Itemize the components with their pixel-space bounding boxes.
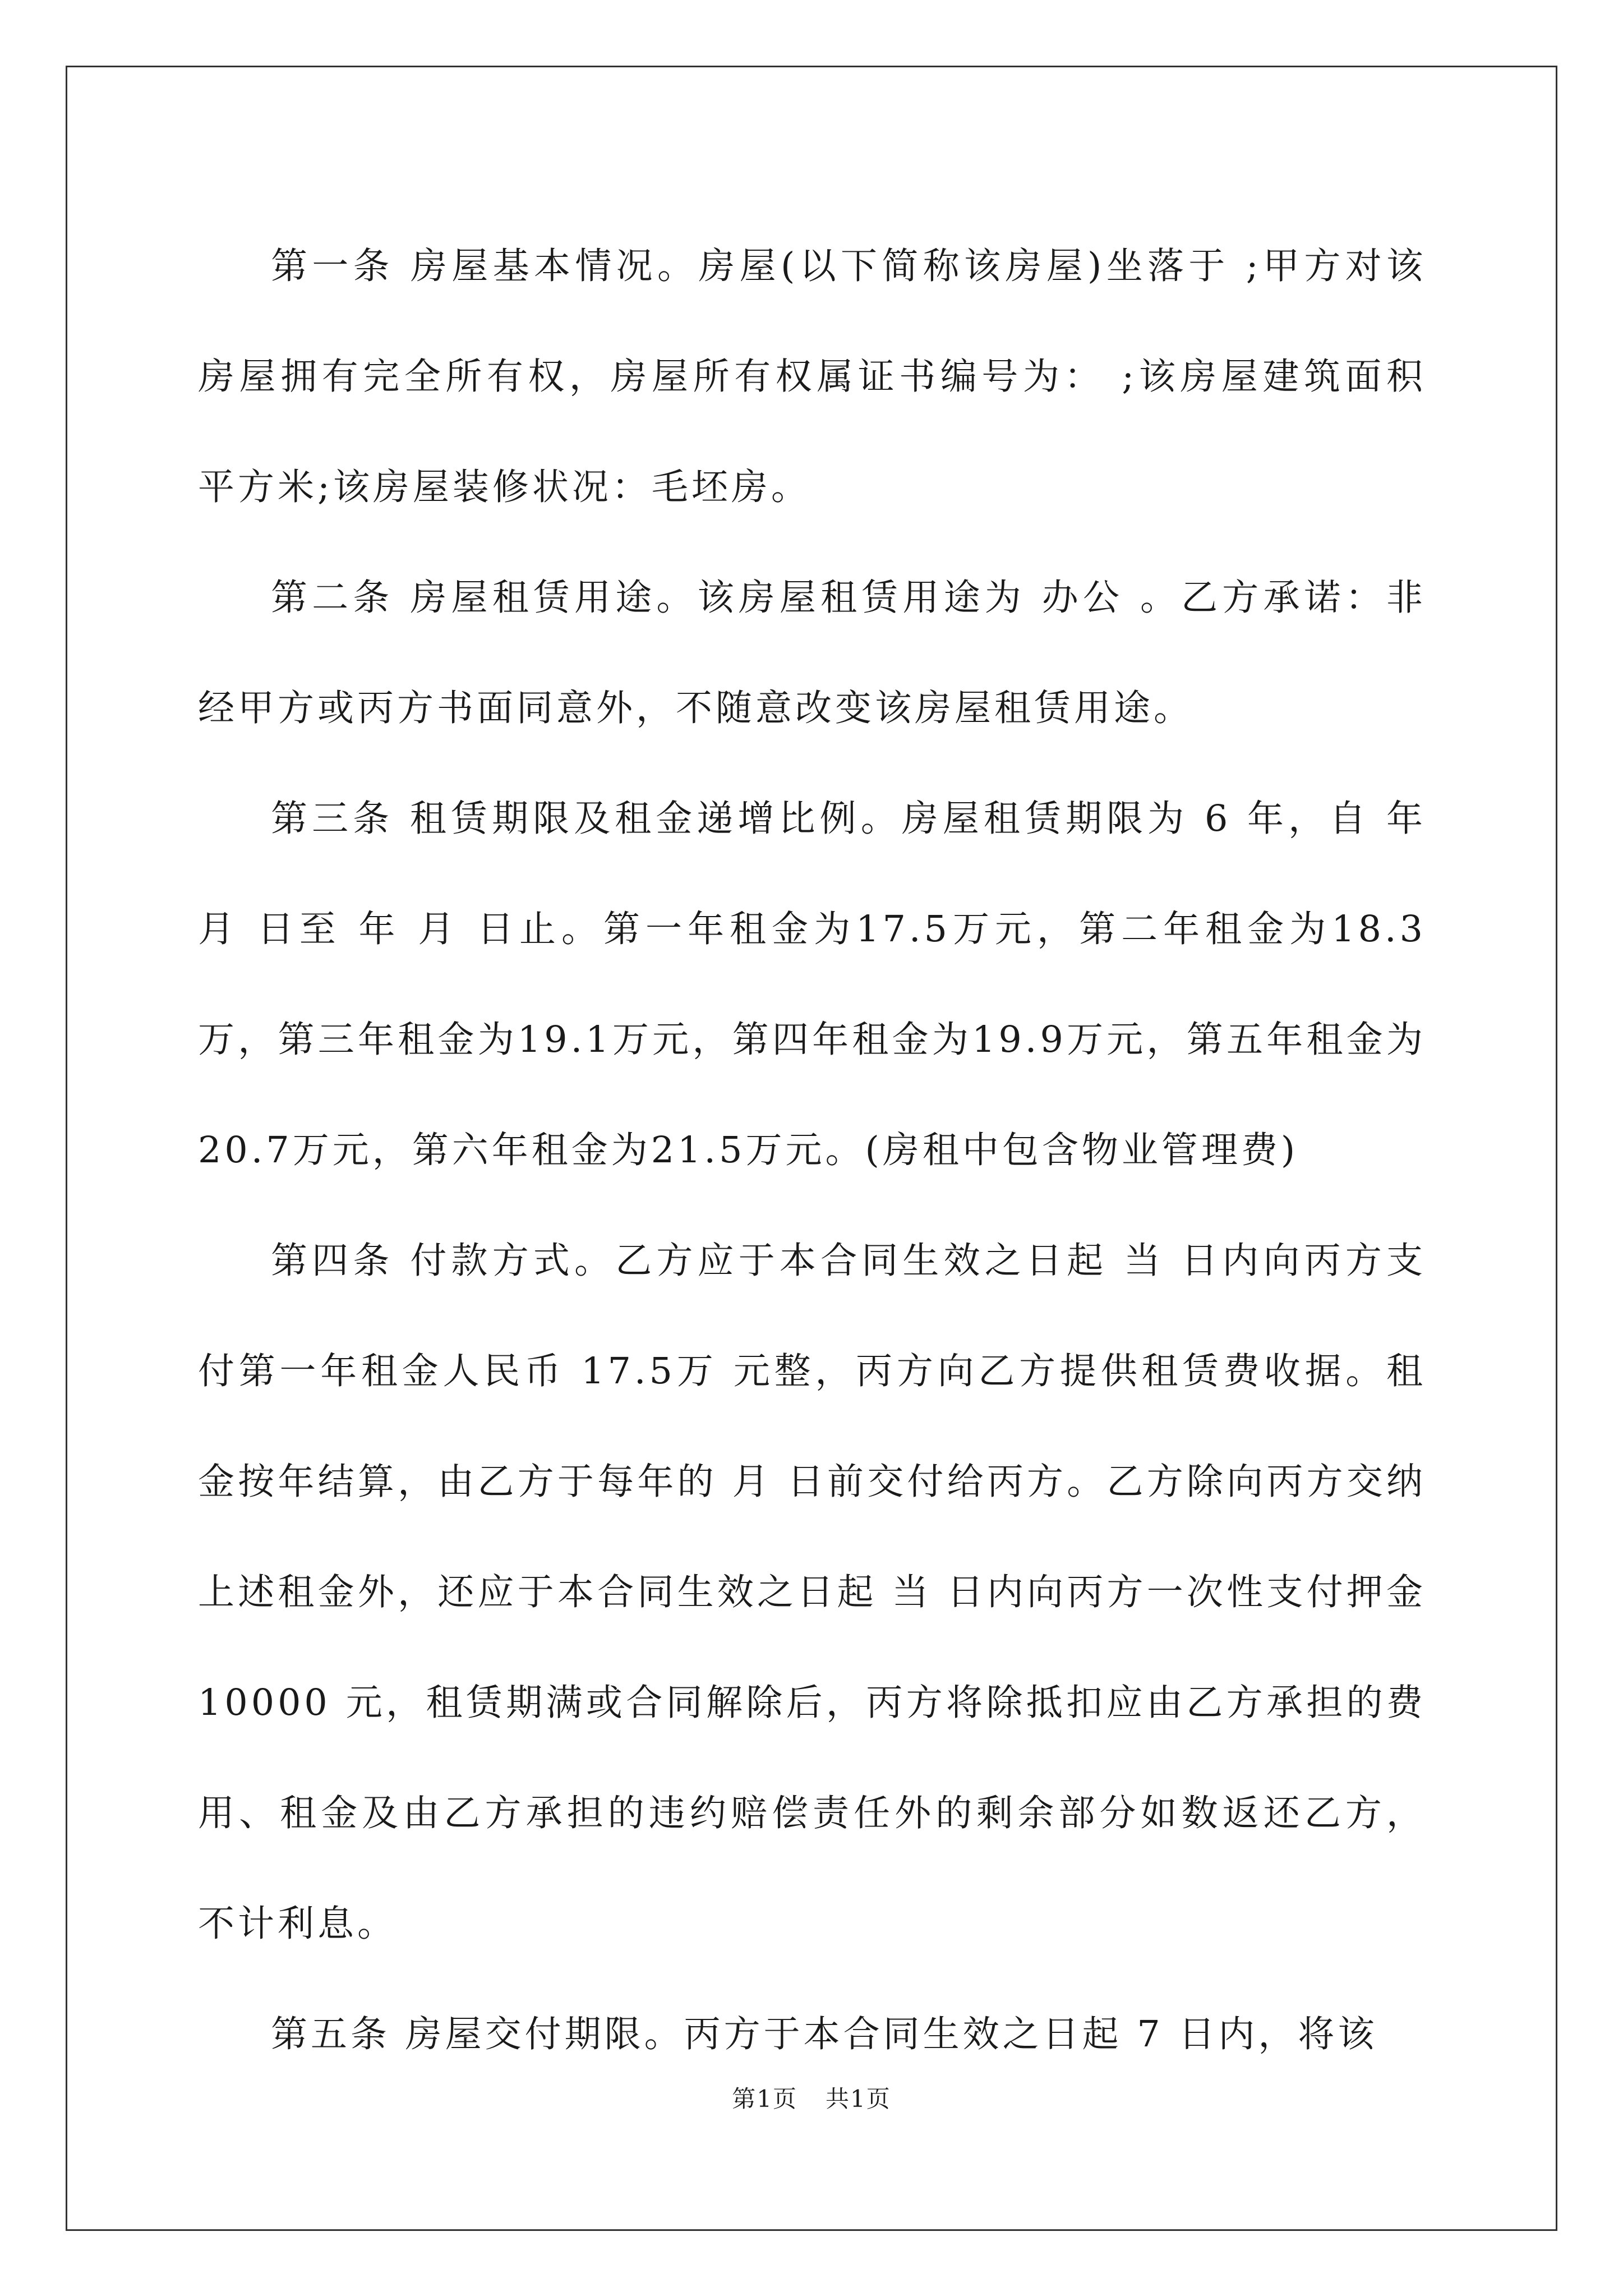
article-3-paragraph: 第三条 租赁期限及租金递增比例。房屋租赁期限为 6 年，自 年 月 日至 年 月 日止。第一年租金为17.5万元，第二年租金为18.3万，第三年租金为19.1万元，第四年租金为19.9万元，第五年租金为20.7万元，第六年租金为21.5万元。(房租中包含物业管理费) [198, 798, 1426, 1171]
article-2-paragraph: 第二条 房屋租赁用途。该房屋租赁用途为 办公 。乙方承诺：非经甲方或丙方书面同意外，不随意改变该房屋租赁用途。 [198, 577, 1426, 729]
article-5-paragraph: 第五条 房屋交付期限。丙方于本合同生效之日起 7 日内，将该 [271, 2013, 1378, 2055]
article-1-paragraph: 第一条 房屋基本情况。房屋(以下简称该房屋)坐落于 ;甲方对该房屋拥有完全所有权，房屋所有权属证书编号为： ;该房屋建筑面积 平方米;该房屋装修状况：毛坯房。 [198, 245, 1426, 508]
page-number-total: 共1页 [826, 2085, 891, 2113]
page-footer [0, 2082, 1623, 2116]
page-number-current: 第1页 [732, 2085, 797, 2113]
document-body [198, 211, 1426, 2090]
article-4-paragraph: 第四条 付款方式。乙方应于本合同生效之日起 当 日内向丙方支付第一年租金人民币 17.5万 元整，丙方向乙方提供租赁费收据。租金按年结算，由乙方于每年的 月 日前交付给丙方。乙方除向丙方交纳上述租金外，还应于本合同生效之日起 当 日内向丙方一次性支付押金 10000 元，租赁期满或合同解除后，丙方将除抵扣应由乙方承担的费用、租金及由乙方承担的违约赔偿责任外的剩余部分如数返还乙方，不计利息。 [198, 1240, 1426, 1945]
